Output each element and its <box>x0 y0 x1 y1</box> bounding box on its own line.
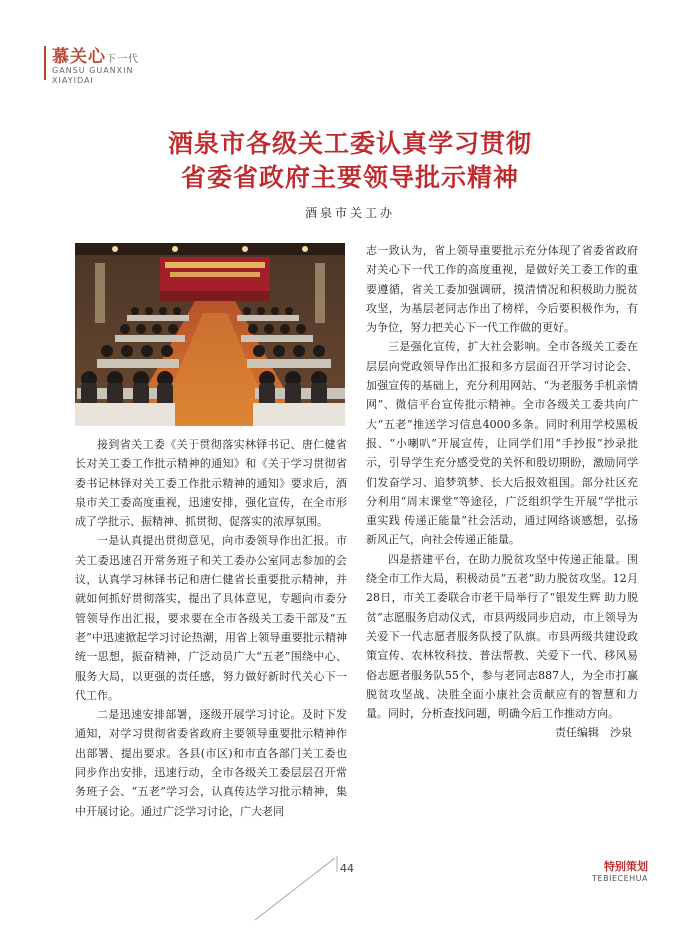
paragraph: 二是迅速安排部署，逐级开展学习讨论。及时下发通知，对学习贯彻省委省政府主要领导重要批示精神作出部署、提出要求。各县(市区)和市直各部门关工委也同步作出安排，迅速行动，全市各级关工委层层召开常务班子会、“五老”学习会，认真传达学习批示精神，集中开展讨论。通过广泛学习讨论，广大老同 <box>75 708 347 818</box>
paragraph: 接到省关工委《关于贯彻落实林铎书记、唐仁健省长对关工委工作批示精神的通知》和《关于学习贯彻省委书记林铎对关工委工作批示精神的通知》要求后，酒泉市关工委高度重视，迅速安排，强化宣传，在全市形成了学批示、振精神、抓贯彻、促落实的浓厚氛围。 <box>75 438 347 529</box>
article-title-line2: 省委省政府主要领导批示精神 <box>180 163 519 192</box>
section-name: 特别策划 <box>604 860 648 873</box>
section-name-english: TEBIECEHUA <box>592 874 648 883</box>
paragraph: 四是搭建平台，在助力脱贫攻坚中传递正能量。围绕全市工作大局，积极动员“五老”助力脱贫攻坚。12月28日，市关工委联合市老干局举行了“银发生辉 助力脱贫”志愿服务启动仪式，市县两级同步启动，市上领导为关爱下一代志愿者服务队授了队旗。市县两级共建设政策宣传、农林牧科技、普法帮教、关爱下一代、移风易俗志愿者服务队55个，参与老同志887人，为全市打赢脱贫攻坚战、决胜全面小康社会贡献应有的智慧和力量。同时，分析查找问题，明确今后工作推动方向。 <box>366 552 638 721</box>
paragraph: 三是强化宣传，扩大社会影响。全市各级关工委在层层向党政领导作出汇报和多方层面召开学习讨论会、加强宣传的基础上，充分利用网站、“为老服务手机亲情网”、微信平台宣传批示精神。全市各级关工委共向广大“五老”推送学习信息4000多条。同时利用学校黑板报、“小喇叭”开展宣传，让同学们用“手抄报”抄录批示，引导学生充分感受党的关怀和殷切期盼，激励同学们发奋学习、追梦筑梦、长大后报效祖国。部分社区充分利用“周末课堂”等途径，广泛组织学生开展“学批示 重实践 传递正能量”社会活动，通过网络谈感想，弘扬新风正气，向社会传递正能量。 <box>366 340 638 547</box>
paragraph: 一是认真提出贯彻意见，向市委领导作出汇报。市关工委迅速召开常务班子和关工委办公室同志参加的会议，认真学习林铎书记和唐仁健省长重要批示精神，并就如何抓好贯彻落实，提出了具体意见，专题向市委分管领导作出汇报，要求要在全市各级关工委干部及“五老”中迅速掀起学习讨论热潮，用省上领导重要批示精神统一思想，振奋精神，广泛动员广大“五老”围绕中心、服务大局，以更强的责任感，努力做好新时代关心下一代工作。 <box>75 534 347 702</box>
masthead-logo-sub: 下一代 <box>106 54 139 65</box>
editor-credit: 责任编辑 沙泉 <box>555 726 632 740</box>
masthead-logo-main: 慕关心 <box>52 47 106 67</box>
masthead-english-line2: XIAYIDAI <box>52 76 94 85</box>
masthead-english-line1: GANSU GUANXIN <box>52 66 134 75</box>
article-author: 酒泉市关工办 <box>304 206 395 220</box>
page-number: 44 <box>340 862 354 875</box>
paragraph: 志一致认为，省上领导重要批示充分体现了省委省政府对关心下一代工作的高度重视，是做好关工委工作的重要遵循，省关工委加强调研，摸清情况和积极助力脱贫攻坚，为基层老同志作出了榜样，今后要积极作为，有为争位，努力把关心下一代工作做的更好。 <box>366 244 638 335</box>
article-title-line1: 酒泉市各级关工委认真学习贯彻 <box>167 129 532 158</box>
